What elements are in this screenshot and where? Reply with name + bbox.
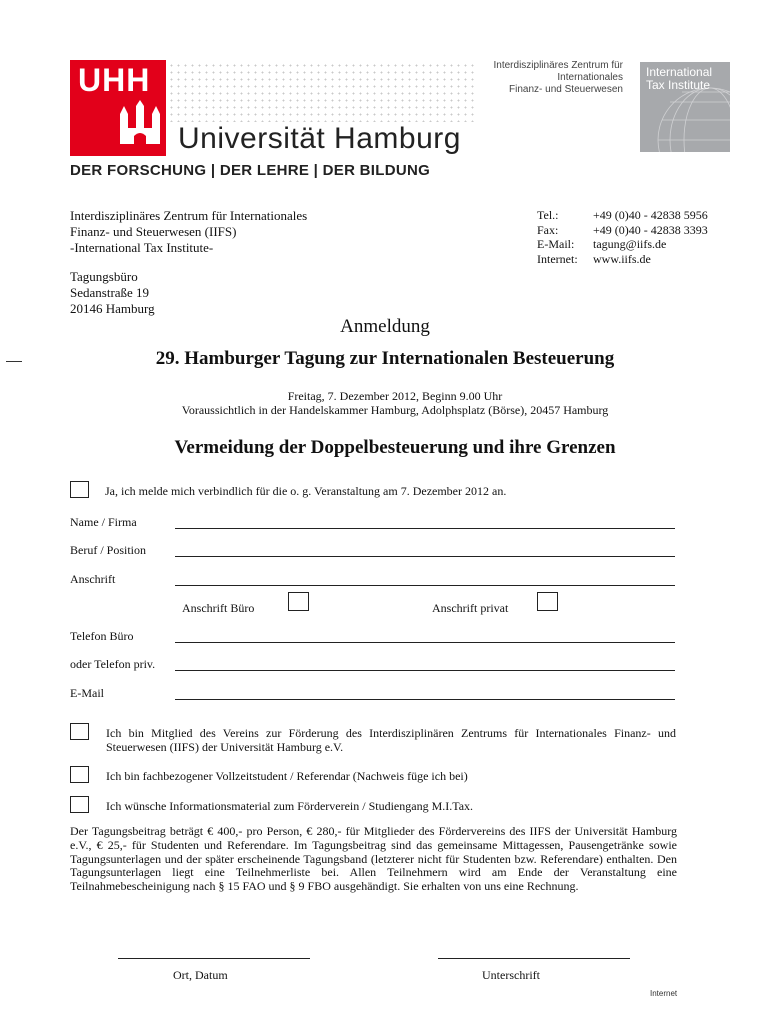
contact-website-link[interactable]: www.iifs.de <box>593 251 651 266</box>
footer-text: Internet <box>650 989 678 998</box>
university-name: Universität Hamburg <box>178 122 461 155</box>
place-date-field[interactable] <box>118 958 310 959</box>
name-field[interactable] <box>175 528 675 529</box>
info-material-label: Ich wünsche Informationsmaterial zum Förderverein / Studiengang M.I.Tax. <box>106 799 474 813</box>
student-label: Ich bin fachbezogener Vollzeitstudent / Referendar (Nachweis füge ich bei) <box>106 769 468 783</box>
address-line: Interdisziplinäres Zentrum für Internationales <box>70 208 308 223</box>
institute-address <box>70 208 307 256</box>
anschrift-buero-checkbox[interactable] <box>288 592 309 611</box>
contact-phone: +49 (0)40 - 42838 5956 <box>593 208 708 222</box>
institute-header-line: Internationales <box>557 72 623 83</box>
address-line: -International Tax Institute- <box>70 240 214 255</box>
university-tagline: DER FORSCHUNG | DER LEHRE | DER BILDUNG <box>70 162 431 179</box>
contact-fax: +49 (0)40 - 42838 3393 <box>593 222 708 237</box>
email-label: E-Mail <box>70 686 104 700</box>
info-material-checkbox[interactable] <box>70 796 89 813</box>
contact-label: Internet: <box>537 251 578 266</box>
date-line: Freitag, 7. Dezember 2012, Beginn 9.00 Uhr <box>287 389 503 403</box>
itt-logo-text <box>646 66 712 92</box>
contact-label: Fax: <box>537 222 559 237</box>
anschrift-label: Anschrift <box>70 572 116 586</box>
member-checkbox[interactable] <box>70 723 89 740</box>
office-line: 20146 Hamburg <box>70 301 155 316</box>
anschrift-field[interactable] <box>175 585 675 586</box>
fee-paragraph: Der Tagungsbeitrag beträgt € 400,- pro Person, € 280,- für Mitglieder des Fördervereins des IIFS der Universität Hamburg e.V., € 25,- für Studenten und Referendare. Im Tagungsbeitrag sind das gemeinsame Mittagessen, Pausengetränke sowie Tagungsunterlagen und der später erscheinende Tagungsband (letzterer nicht für Studenten bzw. Referendare) enthalten. Den Tagungsunterlagen liegt eine Teilnehmerliste bei. Allen Teilnehmern wird am Ende der Veranstaltung eine Teilnahmebescheinigung nach § 15 FAO und § 9 FBO ausgehändigt. Sie erhalten von uns eine Rechnung. <box>70 824 677 894</box>
telefon-buero-label: Telefon Büro <box>70 629 134 643</box>
anschrift-privat-label: Anschrift privat <box>432 601 509 615</box>
institute-header-line: Interdisziplinäres Zentrum für <box>493 60 623 71</box>
address-line: Finanz- und Steuerwesen (IIFS) <box>70 224 237 239</box>
place-date-label: Ort, Datum <box>173 968 228 982</box>
dot-pattern <box>168 62 478 122</box>
contact-label: Tel.: <box>537 208 559 222</box>
uhh-logo-text: UHH <box>78 62 151 98</box>
telefon-buero-field[interactable] <box>175 642 675 643</box>
member-label-line: Steuerwesen (IIFS) der Universität Hamburg e.V. <box>106 740 344 754</box>
office-line: Sedanstraße 19 <box>70 285 150 300</box>
member-label <box>106 726 676 754</box>
name-label: Name / Firma <box>70 515 137 529</box>
contact-email-link[interactable]: tagung@iifs.de <box>593 237 667 251</box>
itt-logo-line: International <box>646 65 713 79</box>
student-checkbox[interactable] <box>70 766 89 783</box>
email-field[interactable] <box>175 699 675 700</box>
office-address <box>70 269 155 317</box>
venue-line: Voraussichtlich in der Handelskammer Hamburg, Adolphsplatz (Börse), 20457 Hamburg <box>181 403 609 417</box>
beruf-field[interactable] <box>175 556 675 557</box>
conference-details <box>0 389 770 417</box>
telefon-priv-label: oder Telefon priv. <box>70 657 156 671</box>
signature-field[interactable] <box>438 958 630 959</box>
anschrift-privat-checkbox[interactable] <box>537 592 558 611</box>
registration-title: Anmeldung <box>340 316 430 337</box>
conference-title: 29. Hamburger Tagung zur Internationalen Besteuerung <box>155 348 615 369</box>
itt-logo-line: Tax Institute <box>646 78 711 92</box>
confirm-registration-label: Ja, ich melde mich verbindlich für die o. g. Veranstaltung am 7. Dezember 2012 an. <box>105 484 507 498</box>
member-label-line: Ich bin Mitglied des Vereins zur Förderung des Interdisziplinären Zentrums für Internationales Finanz- und <box>106 726 676 740</box>
contact-block <box>537 208 737 268</box>
signature-label: Unterschrift <box>482 968 540 982</box>
confirm-registration-checkbox[interactable] <box>70 481 89 498</box>
beruf-label: Beruf / Position <box>70 543 147 557</box>
anschrift-buero-label: Anschrift Büro <box>182 601 255 615</box>
office-line: Tagungsbüro <box>70 269 138 284</box>
contact-label: E-Mail: <box>537 237 575 251</box>
telefon-priv-field[interactable] <box>175 670 675 671</box>
institute-header-text <box>470 60 623 96</box>
topic-title: Vermeidung der Doppelbesteuerung und ihre Grenzen <box>174 437 616 458</box>
institute-header-line: Finanz- und Steuerwesen <box>509 84 623 95</box>
hamburg-castle-icon <box>118 100 162 150</box>
